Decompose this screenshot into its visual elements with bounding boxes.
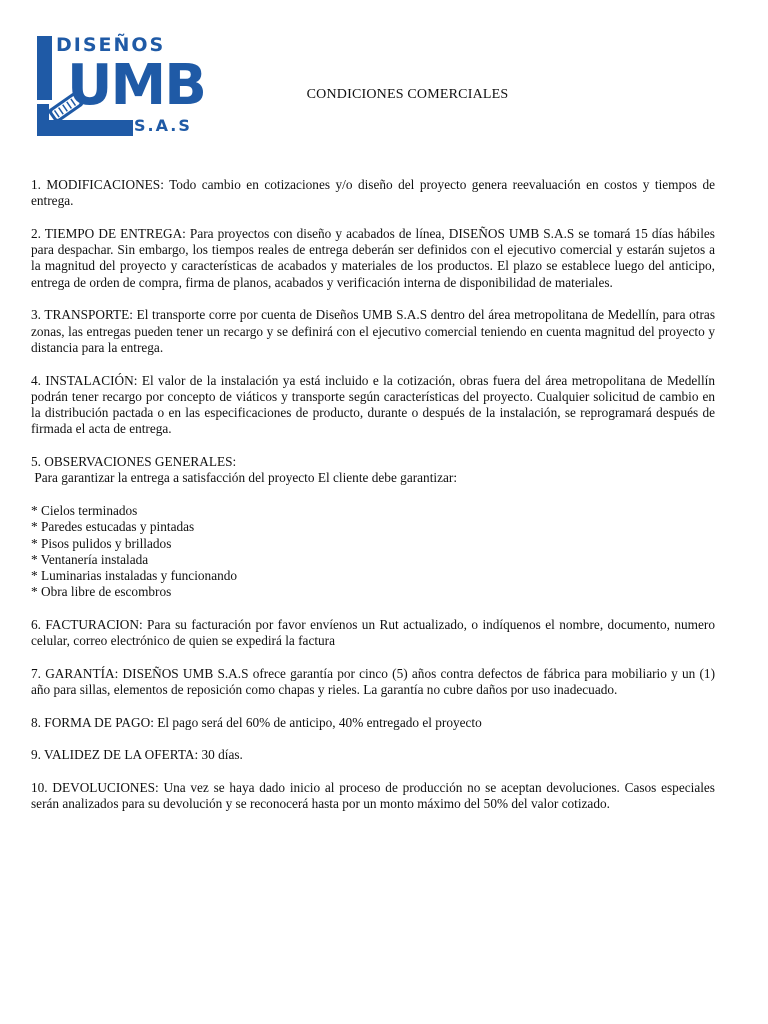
logo-top-text: DISEÑOS: [56, 34, 166, 56]
list-item: * Pisos pulidos y brillados: [31, 535, 172, 551]
section-forma-pago: 8. FORMA DE PAGO: El pago será del 60% de anticipo, 40% entregado el proyecto: [31, 714, 482, 730]
section-transporte: 3. TRANSPORTE: El transporte corre por cuenta de Diseños UMB S.A.S dentro del área metropolitana de Medellín, para otras zonas, las entregas pueden tener un recargo y se definirá con el ejecutivo comercial teniendo en cuenta magnitud del proyecto y distancia para la entrega.: [31, 307, 715, 355]
list-item: * Cielos terminados: [31, 502, 138, 518]
conditions-body: [31, 177, 715, 829]
section-observaciones-heading: 5. OBSERVACIONES GENERALES:: [31, 454, 237, 470]
section-devoluciones: 10. DEVOLUCIONES: Una vez se haya dado inicio al proceso de producción no se aceptan devoluciones. Casos especiales serán analizados para su devolución y se reconocerá hasta por un monto máximo del 50% del valor cotizado.: [31, 779, 715, 812]
observaciones-list: [31, 503, 715, 601]
section-tiempo-entrega: 2. TIEMPO DE ENTREGA: Para proyectos con diseño y acabados de línea, DISEÑOS UMB S.A.S se tomará 15 días hábiles para despachar. Sin embargo, los tiempos reales de entrega deberán ser definidos con el ejecutivo comercial y estarán sujetos a la magnitud del proyecto y características de acabados y materiales de los productos. El plazo se establece luego del anticipo, entrega de orden de compra, firma de planos, acabados y verificación interna de disponibilidad de materiales.: [31, 225, 715, 290]
list-item: * Ventanería instalada: [31, 551, 149, 567]
section-observaciones-intro: Para garantizar la entrega a satisfacción del proyecto El cliente debe garantizar:: [31, 470, 458, 486]
logo-sub-text: S.A.S: [134, 116, 192, 135]
logo-main-text: UMB: [67, 53, 205, 118]
section-instalacion: 4. INSTALACIÓN: El valor de la instalación ya está incluido e la cotización, obras fuera del área metropolitana de Medellín podrán tener recargo por concepto de viáticos y transporte según características del proyecto. Cualquier solicitud de cambio en la distribución pactada o en las especificaciones de producto, durante o después de la instalación, se reprogramará después de firmada el acta de entrega.: [31, 372, 715, 437]
list-item: * Paredes estucadas y pintadas: [31, 519, 195, 535]
section-facturacion: 6. FACTURACION: Para su facturación por favor envíenos un Rut actualizado, o indíquenos el nombre, documento, numero celular, correo electrónico de quien se expedirá la factura: [31, 617, 715, 649]
section-validez: 9. VALIDEZ DE LA OFERTA: 30 días.: [31, 747, 243, 763]
list-item: * Obra libre de escombros: [31, 584, 172, 600]
section-modificaciones: 1. MODIFICACIONES: Todo cambio en cotizaciones y/o diseño del proyecto genera reevaluación en costos y tiempos de entrega.: [31, 177, 715, 209]
company-logo: [35, 34, 205, 138]
list-item: * Luminarias instaladas y funcionando: [31, 568, 238, 584]
page-title: CONDICIONES COMERCIALES: [306, 87, 509, 102]
section-garantia: 7. GARANTÍA: DISEÑOS UMB S.A.S ofrece garantía por cinco (5) años contra defectos de fábrica para mobiliario y un (1) año para sillas, elementos de reposición como chapas y rieles. La garantía no cubre daños por uso inadecuado.: [31, 665, 715, 698]
